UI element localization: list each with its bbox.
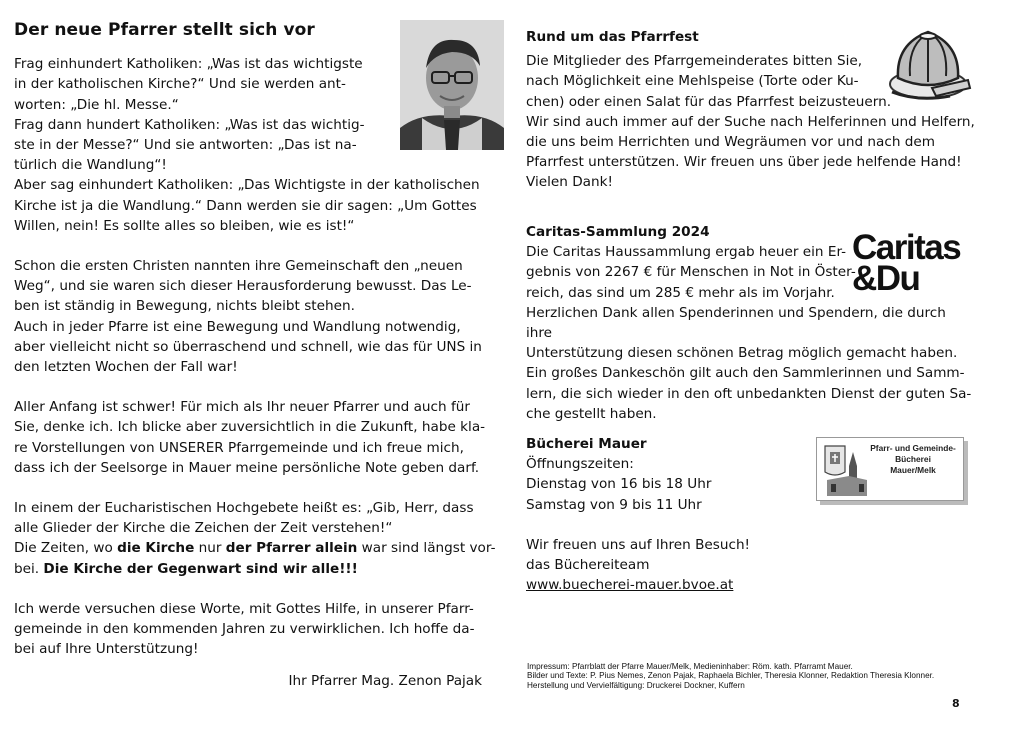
text-line: lern, die sich wieder in den oft unbedankten Dienst der guten Sa-: [526, 385, 972, 402]
text-line: che gestellt haben.: [526, 405, 657, 422]
text-span: bei.: [14, 560, 44, 577]
page-number: 8: [952, 697, 960, 710]
text-line: alle Glieder der Kirche die Zeichen der Zeit verstehen!“: [14, 520, 393, 537]
text-line: Wir freuen uns auf Ihren Besuch!: [526, 536, 751, 553]
text-line: Aber sag einhundert Katholiken: „Das Wichtigste in der katholischen: [14, 177, 480, 194]
text-line: Bilder und Texte: P. Pius Nemes, Zenon Pajak, Raphaela Bichler, Theresia Klonner, Redaktion Theresia Klonner.: [527, 671, 935, 681]
text-line: ste in der Messe?“ Und sie antworten: „Das ist na-: [14, 137, 357, 154]
section-title: Caritas-Sammlung 2024: [526, 224, 710, 240]
logo-text: Pfarr- und Gemeinde-: [870, 443, 956, 453]
paragraph-3: [14, 397, 504, 478]
priest-photo: [400, 20, 504, 150]
text-line: Ich werde versuchen diese Worte, mit Gottes Hilfe, in unserer Pfarr-: [14, 600, 474, 617]
section-title: Bücherei Mauer: [526, 436, 647, 452]
text-line: Ein großes Dankeschön gilt auch den Sammlerinnen und Samm-: [526, 365, 965, 382]
text-line: Öffnungszeiten:: [526, 456, 634, 473]
text-line: worten: „Die hl. Messe.“: [14, 96, 179, 113]
text-line: Sie, denke ich. Ich blicke aber zuversichtlich in die Zukunft, habe kla-: [14, 419, 486, 436]
library-logo-text: [867, 443, 959, 476]
text-line: [14, 559, 504, 579]
priest-portrait-icon: [400, 20, 504, 150]
text-span: war sind längst vor-: [357, 540, 496, 557]
text-line: Vielen Dank!: [526, 174, 613, 191]
text-line: türlich die Wandlung“!: [14, 157, 167, 174]
emphasis: die Kirche: [117, 540, 195, 557]
text-line: re Vorstellungen von UNSERER Pfarrgemeinde und ich freue mich,: [14, 439, 464, 456]
article-pfarrer: [14, 20, 504, 692]
text-line: den letzten Wochen der Fall war!: [14, 359, 238, 376]
text-line: ben ist ständig in Bewegung, nichts bleibt stehen.: [14, 298, 355, 315]
signature: Ihr Pfarrer Mag. Zenon Pajak: [288, 673, 482, 690]
logo-text: Caritas: [852, 228, 961, 267]
text-line: In einem der Eucharistischen Hochgebete heißt es: „Gib, Herr, dass: [14, 500, 474, 517]
cake-illustration: [888, 22, 972, 106]
text-line: Frag dann hundert Katholiken: „Was ist das wichtig-: [14, 116, 365, 133]
text-span: Die Zeiten, wo: [14, 540, 118, 557]
text-line: chen) oder einen Salat für das Pfarrfest beizusteuern.: [526, 93, 892, 110]
text-line: dass ich der Seelsorge in Mauer meine persönliche Note geben darf.: [14, 459, 480, 476]
logo-text: Mauer/Melk: [890, 465, 936, 475]
section-library: [526, 434, 846, 595]
text-line: das Büchereiteam: [526, 557, 650, 574]
emphasis: der Pfarrer allein: [225, 540, 358, 557]
gugelhupf-icon: [888, 22, 972, 106]
text-line: nach Möglichkeit eine Mehlspeise (Torte oder Ku-: [526, 73, 859, 90]
emphasis: Die Kirche der Gegenwart sind wir alle!!!: [43, 560, 358, 577]
text-line: [14, 538, 504, 558]
impressum: [527, 662, 967, 690]
text-line: gemeinde in den kommenden Jahren zu verwirklichen. Ich hoffe da-: [14, 621, 475, 638]
article-title: Der neue Pfarrer stellt sich vor: [14, 20, 315, 40]
text-line: Schon die ersten Christen nannten ihre Gemeinschaft den „neuen: [14, 258, 463, 275]
text-line: aber vielleicht nicht so überraschend und schnell, wie das für UNS in: [14, 338, 482, 355]
text-line: Weg“, und sie waren sich dieser Herausforderung bewusst. Das Le-: [14, 278, 472, 295]
text-line: Impressum: Pfarrblatt der Pfarre Mauer/Melk, Medieninhaber: Röm. kath. Pfarramt Mauer.: [527, 662, 853, 671]
logo-text: Bücherei: [895, 454, 931, 464]
text-line: Auch in jeder Pfarre ist eine Bewegung und Wandlung notwendig,: [14, 318, 461, 335]
text-line: Dienstag von 16 bis 18 Uhr: [526, 476, 712, 493]
text-line: gebnis von 2267 € für Menschen in Not in Öster-: [526, 264, 856, 281]
text-line: Herzlichen Dank allen Spenderinnen und Spendern, die durch ihre: [526, 304, 946, 342]
text-line: bei auf Ihre Unterstützung!: [14, 641, 199, 658]
text-span: nur: [194, 540, 226, 557]
church-crest-icon: [821, 442, 871, 496]
text-line: reich, das sind um 285 € mehr als im Vorjahr.: [526, 284, 835, 301]
library-logo: [816, 437, 964, 501]
paragraph-2: [14, 256, 504, 377]
text-line: Unterstützung diesen schönen Betrag möglich gemacht haben.: [526, 345, 958, 362]
text-line: Herstellung und Vervielfältigung: Druckerei Dockner, Kuffern: [527, 680, 745, 690]
text-line: Willen, nein! Es sollte alles so bleiben, wie es ist!“: [14, 217, 355, 234]
text-line: die uns beim Herrichten und Wegräumen vor und nach dem: [526, 134, 936, 151]
text-line: Die Caritas Haussammlung ergab heuer ein Er-: [526, 244, 847, 261]
paragraph-4: [14, 498, 504, 579]
text-line: Frag einhundert Katholiken: „Was ist das wichtigste: [14, 56, 363, 73]
text-line: Kirche ist ja die Wandlung.“ Dann werden sie dir sagen: „Um Gottes: [14, 197, 477, 214]
logo-text: &Du: [852, 259, 920, 298]
text-line: in der katholischen Kirche?“ Und sie werden ant-: [14, 76, 346, 93]
section-title: Rund um das Pfarrfest: [526, 29, 699, 45]
text-line: Samstag von 9 bis 11 Uhr: [526, 496, 702, 513]
text-line: Pfarrfest unterstützen. Wir freuen uns über jede helfende Hand!: [526, 154, 962, 171]
library-website-link[interactable]: www.buecherei-mauer.bvoe.at: [526, 577, 734, 594]
paragraph-5: [14, 599, 504, 660]
text-line: Die Mitglieder des Pfarrgemeinderates bitten Sie,: [526, 53, 863, 70]
text-line: Wir sind auch immer auf der Suche nach Helferinnen und Helfern,: [526, 113, 975, 130]
text-line: Aller Anfang ist schwer! Für mich als Ihr neuer Pfarrer und auch für: [14, 399, 470, 416]
caritas-logo: [852, 228, 972, 298]
